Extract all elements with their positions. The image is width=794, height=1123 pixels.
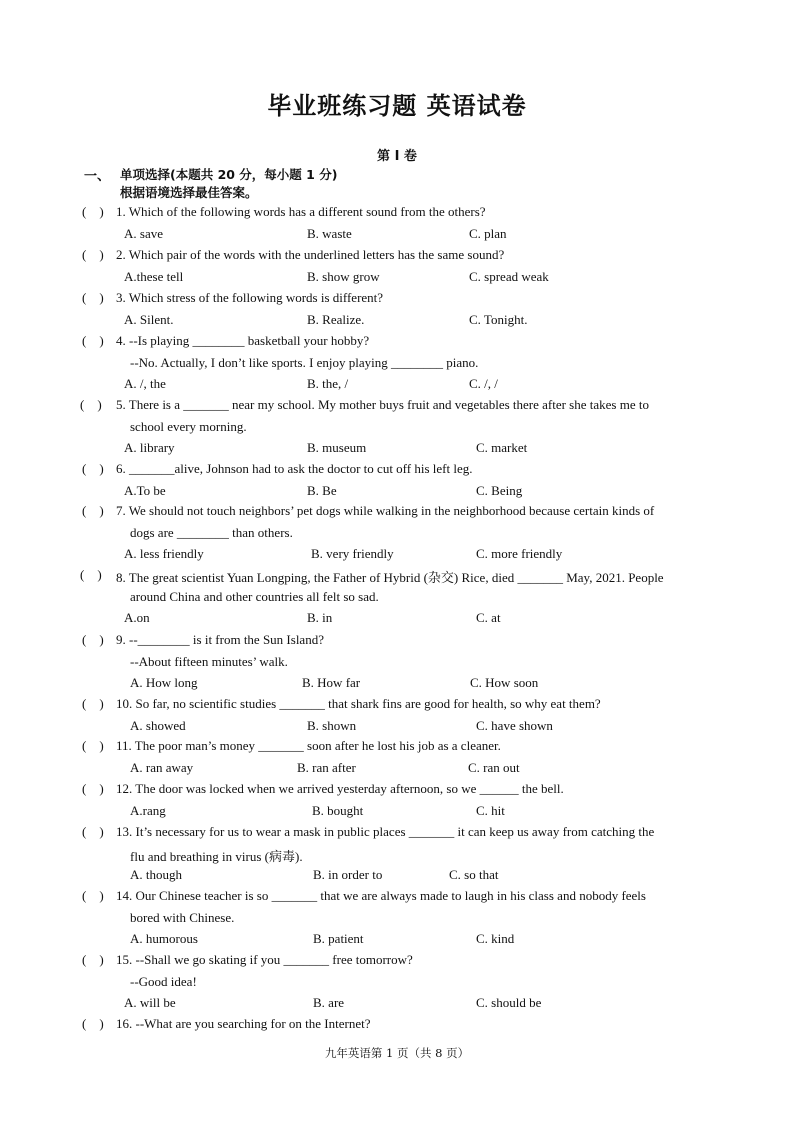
section-number: 一、: [84, 169, 111, 184]
question-7-option-c[interactable]: C. more friendly: [476, 546, 563, 561]
question-4-option-c[interactable]: C. /, /: [469, 376, 498, 391]
question-12-option-a[interactable]: A.rang: [130, 802, 166, 818]
question-14-option-b[interactable]: B. patient: [313, 931, 364, 946]
question-4-option-b[interactable]: B. the, /: [307, 376, 349, 391]
question-14-option-a[interactable]: A. humorous: [130, 931, 198, 946]
answer-bracket: ( ): [82, 204, 104, 219]
question-9-stem: 9. --________ is it from the Sun Island?: [116, 632, 324, 647]
answer-bracket: ( ): [82, 290, 104, 305]
question-3-option-c[interactable]: C. Tonight.: [469, 311, 528, 327]
section-instruction: 根据语境选择最佳答案。: [120, 185, 258, 200]
question-9-continuation: --About fifteen minutes’ walk.: [130, 653, 288, 669]
question-1-option-c[interactable]: C. plan: [469, 225, 507, 241]
question-3-stem: 3. Which stress of the following words is different?: [116, 290, 384, 305]
question-8-continuation: around China and other countries all felt so sad.: [130, 588, 379, 604]
question-8-stem: 8. The great scientist Yuan Longping, the Father of Hybrid (杂交) Rice, died _______ May, 2021. People: [116, 570, 664, 585]
question-10-option-c[interactable]: C. have shown: [476, 717, 553, 733]
question-11-option-b[interactable]: B. ran after: [297, 759, 356, 775]
answer-bracket: ( ): [82, 247, 104, 262]
question-11-option-a[interactable]: A. ran away: [130, 759, 194, 775]
section-heading: 单项选择(本题共 20 分，每小题 1 分): [120, 167, 338, 182]
question-4-continuation: --No. Actually, I don’t like sports. I enjoy playing ________ piano.: [130, 354, 479, 370]
question-2-option-b[interactable]: B. show grow: [307, 268, 380, 284]
answer-bracket: ( ): [80, 397, 102, 412]
question-12-stem: 12. The door was locked when we arrived yesterday afternoon, so we ______ the bell.: [116, 781, 564, 796]
answer-bracket: ( ): [82, 1016, 104, 1031]
answer-bracket: ( ): [82, 738, 104, 753]
question-15-option-b[interactable]: B. are: [313, 995, 345, 1010]
question-8-option-c[interactable]: C. at: [476, 610, 501, 625]
answer-bracket: ( ): [82, 952, 104, 967]
question-12-option-b[interactable]: B. bought: [312, 802, 364, 818]
question-7-stem: 7. We should not touch neighbors’ pet dogs while walking in the neighborhood because certain kinds of: [116, 503, 655, 518]
question-10-option-b[interactable]: B. shown: [307, 717, 357, 733]
question-10-option-a[interactable]: A. showed: [130, 717, 186, 733]
question-4-option-a[interactable]: A. /, the: [124, 376, 166, 391]
question-3-option-a[interactable]: A. Silent.: [124, 311, 174, 327]
question-13-option-b[interactable]: B. in order to: [313, 867, 383, 882]
question-1-option-a[interactable]: A. save: [124, 225, 163, 241]
question-8-option-b[interactable]: B. in: [307, 610, 333, 625]
question-5-continuation: school every morning.: [130, 418, 247, 434]
question-12-option-c[interactable]: C. hit: [476, 802, 505, 818]
question-7-option-a[interactable]: A. less friendly: [124, 546, 204, 561]
question-2-stem: 2. Which pair of the words with the underlined letters has the same sound?: [116, 247, 505, 262]
question-5-option-c[interactable]: C. market: [476, 440, 528, 455]
question-13-stem: 13. It’s necessary for us to wear a mask in public places _______ it can keep us away from catching the: [116, 824, 655, 839]
question-13-continuation: flu and breathing in virus (病毒).: [130, 848, 303, 864]
page-title: 毕业班练习题 英语试卷: [267, 92, 527, 120]
answer-bracket: ( ): [82, 333, 104, 348]
question-6-option-b[interactable]: B. Be: [307, 482, 337, 498]
question-15-option-c[interactable]: C. should be: [476, 995, 542, 1010]
question-15-continuation: --Good idea!: [130, 973, 197, 989]
question-7-continuation: dogs are ________ than others.: [130, 524, 293, 540]
question-6-option-a[interactable]: A.To be: [124, 482, 166, 498]
question-14-stem: 14. Our Chinese teacher is so _______ that we are always made to laugh in his class and nobody feels: [116, 888, 646, 903]
question-6-option-c[interactable]: C. Being: [476, 482, 523, 498]
question-2-option-c[interactable]: C. spread weak: [469, 268, 549, 284]
answer-bracket: ( ): [82, 781, 104, 796]
answer-bracket: ( ): [82, 632, 104, 647]
question-5-stem: 5. There is a _______ near my school. My mother buys fruit and vegetables there after she takes me to: [116, 397, 649, 412]
question-13-option-c[interactable]: C. so that: [449, 867, 499, 882]
question-7-option-b[interactable]: B. very friendly: [311, 546, 394, 561]
question-5-option-a[interactable]: A. library: [124, 440, 175, 455]
question-15-option-a[interactable]: A. will be: [124, 995, 176, 1010]
answer-bracket: ( ): [82, 824, 104, 839]
question-11-option-c[interactable]: C. ran out: [468, 759, 520, 775]
question-8-option-a[interactable]: A.on: [124, 610, 150, 625]
question-9-option-c[interactable]: C. How soon: [470, 675, 539, 690]
question-6-stem: 6. _______alive, Johnson had to ask the doctor to cut off his left leg.: [116, 461, 473, 476]
question-1-stem: 1. Which of the following words has a different sound from the others?: [116, 204, 486, 219]
page-footer: 九年英语第 1 页（共 8 页）: [324, 1046, 470, 1060]
question-14-continuation: bored with Chinese.: [130, 909, 235, 925]
question-1-option-b[interactable]: B. waste: [307, 225, 352, 241]
question-10-stem: 10. So far, no scientific studies _______ that shark fins are good for health, so why eat them?: [116, 696, 601, 711]
question-16-stem: 16. --What are you searching for on the Internet?: [116, 1016, 371, 1031]
answer-bracket: ( ): [80, 567, 102, 582]
question-9-option-a[interactable]: A. How long: [130, 675, 198, 690]
question-2-option-a[interactable]: A.these tell: [124, 268, 184, 284]
question-4-stem: 4. --Is playing ________ basketball your hobby?: [116, 333, 370, 348]
answer-bracket: ( ): [82, 888, 104, 903]
answer-bracket: ( ): [82, 696, 104, 711]
volume-label: 第 I 卷: [377, 149, 417, 164]
question-13-option-a[interactable]: A. though: [130, 867, 182, 882]
question-3-option-b[interactable]: B. Realize.: [307, 311, 365, 327]
answer-bracket: ( ): [82, 503, 104, 518]
question-11-stem: 11. The poor man’s money _______ soon after he lost his job as a cleaner.: [116, 738, 501, 753]
question-15-stem: 15. --Shall we go skating if you _______ free tomorrow?: [116, 952, 413, 967]
question-14-option-c[interactable]: C. kind: [476, 931, 515, 946]
answer-bracket: ( ): [82, 461, 104, 476]
question-9-option-b[interactable]: B. How far: [302, 675, 361, 690]
question-5-option-b[interactable]: B. museum: [307, 440, 367, 455]
